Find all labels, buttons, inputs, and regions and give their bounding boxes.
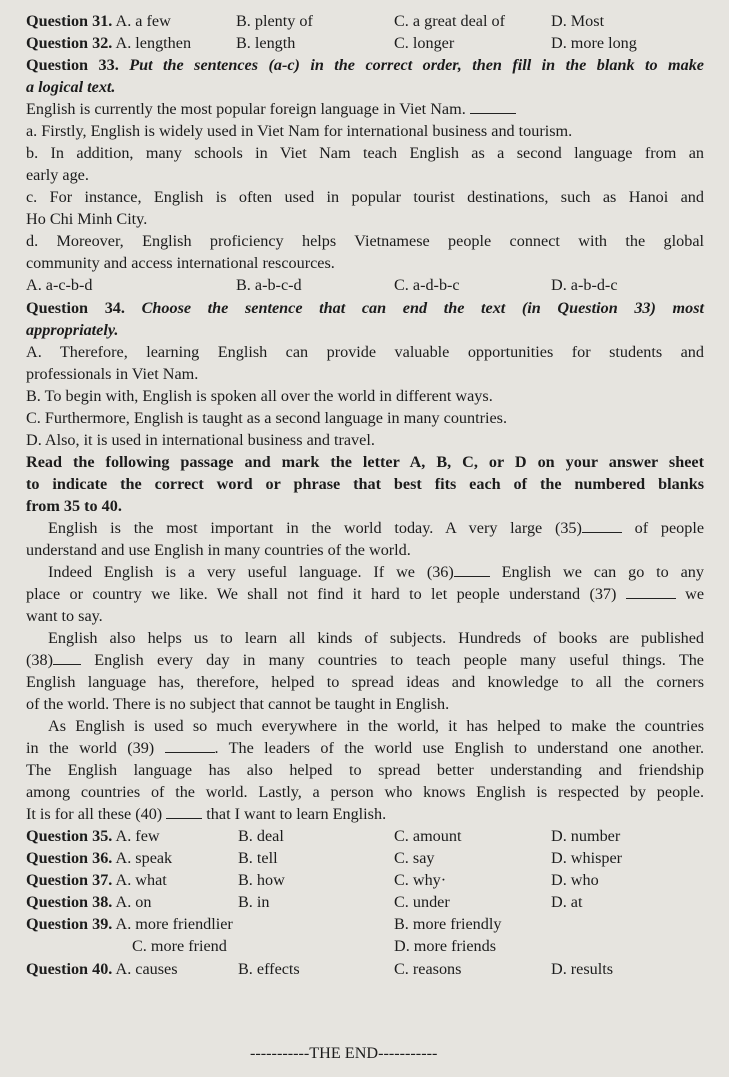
blank-37	[626, 584, 676, 599]
passage-line: English also helps us to learn all kinds of subjects. Hundreds of books are published	[48, 629, 704, 647]
option-c: C. more friend	[132, 937, 227, 955]
passage-text: (38)	[26, 651, 53, 669]
question-instruction-cont: appropriately.	[26, 321, 119, 339]
question-40	[26, 959, 178, 981]
passage-text: that I want to learn English.	[206, 805, 387, 823]
option-b: B. plenty of	[236, 12, 313, 30]
passage-line: English language has, therefore, helped to spread ideas and knowledge to all the corners	[26, 673, 704, 691]
question-label: Question 40.	[26, 960, 113, 978]
option-a: A. causes	[115, 960, 178, 978]
option-a: A. lengthen	[115, 34, 192, 52]
option-d: D. more long	[551, 34, 637, 52]
option-b: B. how	[238, 871, 285, 889]
option-d: D. more friends	[394, 937, 497, 955]
question-37	[26, 870, 167, 892]
option-a-cont: professionals in Viet Nam.	[26, 365, 199, 383]
option-b: B. more friendly	[394, 915, 502, 933]
option-a: A. on	[115, 893, 152, 911]
passage-text: English every day in many countries to teach people many useful things. The	[94, 651, 704, 669]
intro-text: English is currently the most popular foreign language in Viet Nam.	[26, 100, 466, 118]
sentence-b-cont: early age.	[26, 166, 89, 184]
question-36	[26, 848, 172, 870]
option-b: B. length	[236, 34, 296, 52]
blank-40	[166, 804, 202, 819]
question-instruction: Put the sentences (a-c) in the correct order, then fill in the blank to make	[129, 56, 704, 74]
option-a: A. speak	[115, 849, 173, 867]
question-34-heading	[26, 298, 704, 320]
question-label: Question 34.	[26, 299, 125, 317]
sentence-d-cont: community and access international rescources.	[26, 254, 335, 272]
question-instruction: Choose the sentence that can end the text (in Question 33) most	[141, 299, 705, 317]
passage-line	[48, 562, 704, 584]
passage-line: among countries of the world. Lastly, a person who knows English is respected by people.	[26, 783, 704, 801]
passage-text: English is the most important in the world today. A very large (35)	[48, 519, 582, 537]
reading-instruction-3: from 35 to 40.	[26, 497, 122, 515]
option-c: C. why·	[394, 871, 447, 889]
option-c: C. amount	[394, 827, 462, 845]
option-b: B. To begin with, English is spoken all over the world in different ways.	[26, 387, 493, 405]
question-instruction-cont: a logical text.	[26, 78, 116, 96]
option-d: D. a-b-d-c	[551, 276, 618, 294]
blank-36	[454, 562, 490, 577]
question-31	[26, 11, 171, 33]
option-a: A. more friendlier	[115, 915, 233, 933]
question-38	[26, 892, 152, 914]
option-b: B. in	[238, 893, 270, 911]
option-c: C. reasons	[394, 960, 462, 978]
passage-line	[26, 584, 704, 606]
passage-text: Indeed English is a very useful language. If we (36)	[48, 563, 454, 581]
question-label: Question 33.	[26, 56, 119, 74]
sentence-d: d. Moreover, English proficiency helps Vietnamese people connect with the global	[26, 232, 704, 250]
passage-line: of the world. There is no subject that cannot be taught in English.	[26, 695, 450, 713]
passage-text: we	[685, 585, 705, 603]
option-a: A. few	[115, 827, 160, 845]
reading-instruction: Read the following passage and mark the letter A, B, C, or D on your answer sheet	[26, 453, 704, 471]
sentence-c: c. For instance, English is often used in popular tourist destinations, such as Hanoi and	[26, 188, 704, 206]
option-d: D. whisper	[551, 849, 623, 867]
passage-text: English we can go to any	[501, 563, 704, 581]
passage-line	[48, 518, 704, 540]
reading-instruction-2: to indicate the correct word or phrase that best fits each of the numbered blanks	[26, 475, 704, 493]
question-33-heading	[26, 55, 704, 77]
option-c: C. longer	[394, 34, 455, 52]
question-label: Question 32.	[26, 34, 113, 52]
blank-35	[582, 518, 622, 533]
answer-blank	[470, 99, 516, 114]
sentence-a: a. Firstly, English is widely used in Viet Nam for international business and tourism.	[26, 122, 573, 140]
passage-text: . The leaders of the world use English to understand one another.	[214, 739, 704, 757]
question-label: Question 35.	[26, 827, 113, 845]
question-label: Question 39.	[26, 915, 113, 933]
question-32	[26, 33, 191, 55]
passage-text: of people	[634, 519, 705, 537]
option-a: A. what	[115, 871, 167, 889]
question-label: Question 38.	[26, 893, 113, 911]
passage-text: It is for all these (40)	[26, 805, 163, 823]
passage-line: understand and use English in many countries of the world.	[26, 541, 411, 559]
question-label: Question 31.	[26, 12, 113, 30]
option-a: A. a few	[115, 12, 171, 30]
passage-line: As English is used so much everywhere in the world, it has helped to make the countries	[48, 717, 704, 735]
option-c: C. a great deal of	[394, 12, 506, 30]
blank-38	[53, 650, 81, 665]
option-c: C. say	[394, 849, 435, 867]
option-d: D. number	[551, 827, 621, 845]
sentence-c-cont: Ho Chi Minh City.	[26, 210, 148, 228]
passage-text: in the world (39)	[26, 739, 155, 757]
option-d: D. Also, it is used in international business and travel.	[26, 431, 375, 449]
option-b: B. tell	[238, 849, 278, 867]
sentence-b: b. In addition, many schools in Viet Nam teach English as a second language from an	[26, 144, 704, 162]
blank-39	[165, 738, 215, 753]
passage-line: want to say.	[26, 607, 103, 625]
option-a: A. a-c-b-d	[26, 276, 93, 294]
option-d: D. Most	[551, 12, 605, 30]
option-c: C. a-d-b-c	[394, 276, 460, 294]
passage-line: The English language has also helped to spread better understanding and friendship	[26, 761, 704, 779]
option-c: C. under	[394, 893, 450, 911]
option-b: B. deal	[238, 827, 284, 845]
option-d: D. results	[551, 960, 614, 978]
option-d: D. who	[551, 871, 599, 889]
option-b: B. a-b-c-d	[236, 276, 302, 294]
option-a: A. Therefore, learning English can provide valuable opportunities for students and	[26, 343, 704, 361]
question-39	[26, 914, 233, 936]
passage-line	[26, 650, 704, 672]
question-35	[26, 826, 160, 848]
passage-line	[26, 738, 704, 760]
question-label: Question 37.	[26, 871, 113, 889]
passage-line	[26, 804, 386, 826]
passage-text: place or country we like. We shall not find it hard to let people understand (37)	[26, 585, 617, 603]
option-d: D. at	[551, 893, 583, 911]
option-c: C. Furthermore, English is taught as a second language in many countries.	[26, 409, 508, 427]
intro-sentence	[26, 99, 516, 121]
option-b: B. effects	[238, 960, 300, 978]
question-label: Question 36.	[26, 849, 113, 867]
the-end-footer: -----------THE END-----------	[250, 1044, 438, 1062]
